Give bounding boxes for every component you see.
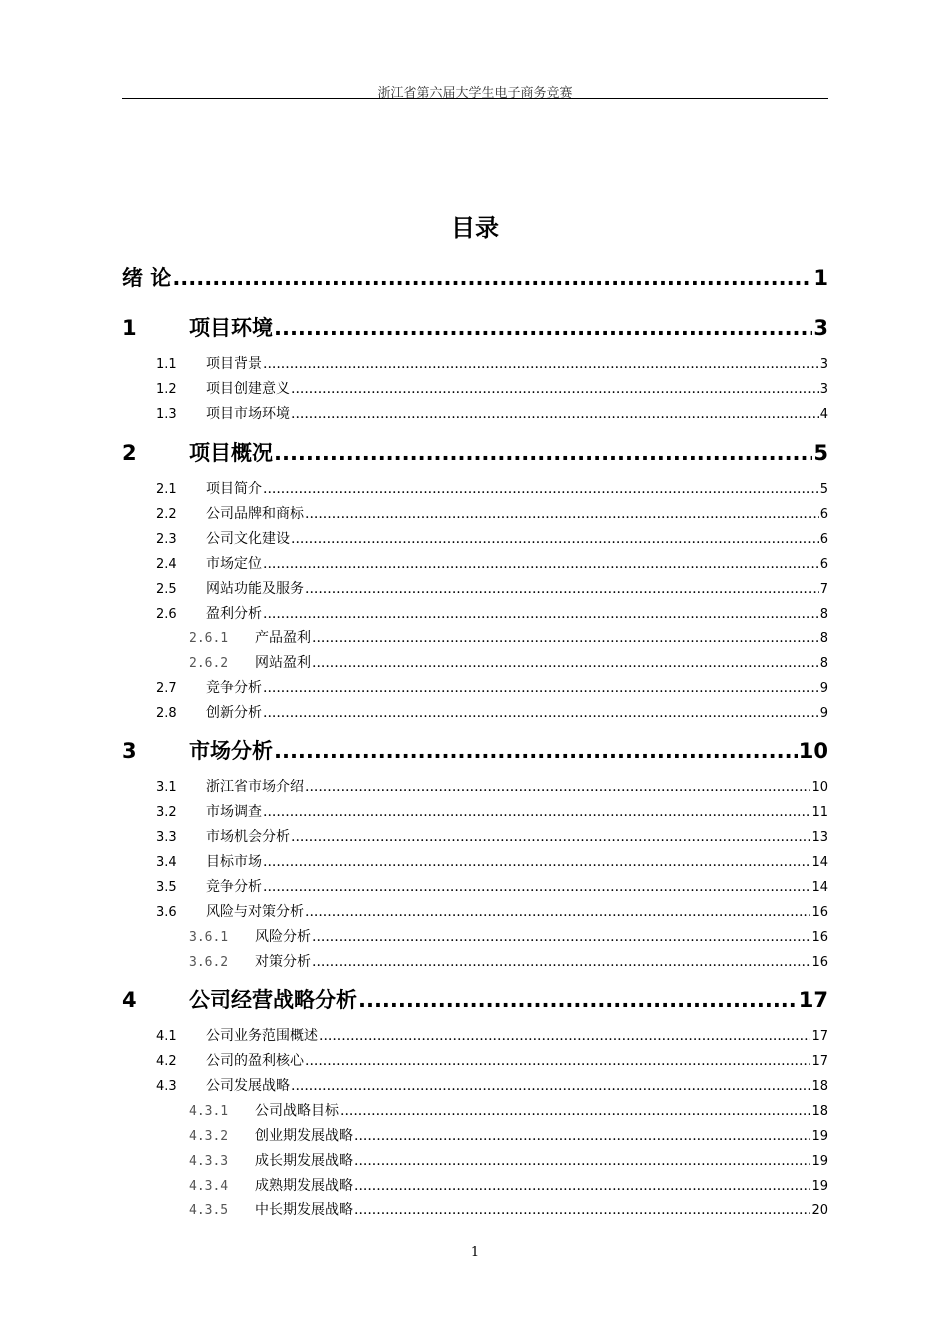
toc-entry-page: 16: [811, 955, 828, 970]
toc-entry-number: 2.5: [156, 582, 177, 597]
toc-entry-number: 3.5: [156, 880, 177, 895]
dot-leader: [305, 779, 810, 795]
dot-leader: [291, 829, 810, 845]
toc-entry-label: 风险分析: [255, 929, 311, 945]
toc-entry-page: 19: [811, 1154, 828, 1169]
toc-entry-number: 3: [122, 739, 137, 763]
toc-entry-number: 2.8: [156, 706, 177, 721]
toc-entry-page: 13: [811, 830, 828, 845]
dot-leader: [274, 739, 798, 763]
toc-entry-number: 4.3.1: [189, 1104, 229, 1119]
dot-leader: [263, 879, 810, 895]
toc-entry-label: 中长期发展战略: [255, 1202, 353, 1218]
toc-entry-page: 3: [819, 357, 828, 372]
toc-entry-page: 6: [819, 532, 828, 547]
dot-leader: [305, 506, 819, 522]
page-header: 浙江省第六届大学生电子商务竞赛: [377, 86, 573, 101]
toc-entry[interactable]: [122, 901, 828, 921]
toc-entry-page: 18: [811, 1079, 828, 1094]
toc-entry-label: 目标市场: [206, 854, 262, 870]
toc-entry-label: 浙江省市场介绍: [206, 779, 304, 795]
toc-entry[interactable]: [122, 951, 828, 971]
toc-entry-page: 16: [811, 930, 828, 945]
toc-entry[interactable]: [122, 403, 828, 423]
toc-entry-page: 5: [819, 482, 828, 497]
toc-entry-page: 20: [811, 1203, 828, 1218]
toc-entry[interactable]: [122, 1075, 828, 1095]
toc-entry-number: 1.3: [156, 407, 177, 422]
toc-entry[interactable]: [122, 503, 828, 523]
toc-entry-number: 3.6.1: [189, 930, 229, 945]
dot-leader: [263, 804, 810, 820]
toc-entry[interactable]: [122, 262, 828, 292]
dot-leader: [354, 1128, 810, 1144]
toc-entry[interactable]: [122, 1025, 828, 1045]
toc-entry-page: 7: [819, 582, 828, 597]
toc-entry-page: 11: [811, 805, 828, 820]
dot-leader: [354, 1153, 810, 1169]
toc-entry[interactable]: [122, 1175, 828, 1195]
toc-entry-page: 18: [811, 1104, 828, 1119]
toc-entry-label: 公司业务范围概述: [206, 1028, 318, 1044]
toc-entry-number: 2.6: [156, 607, 177, 622]
dot-leader: [358, 988, 798, 1012]
header-rule: [122, 98, 828, 99]
toc-entry-label: 项目环境: [189, 316, 273, 340]
toc-entry-label: 市场定位: [206, 556, 262, 572]
toc-entry-label: 公司品牌和商标: [206, 506, 304, 522]
toc-entry-number: 2: [122, 441, 137, 465]
dot-leader: [305, 1053, 810, 1069]
toc-entry-page: 1: [813, 266, 828, 290]
toc-entry-label: 风险与对策分析: [206, 904, 304, 920]
toc-entry-label: 竞争分析: [206, 879, 262, 895]
dot-leader: [305, 904, 810, 920]
toc-entry-page: 17: [798, 988, 828, 1012]
toc-entry-label: 绪 论: [122, 266, 172, 290]
toc-entry-label: 项目背景: [206, 356, 262, 372]
dot-leader: [263, 556, 819, 572]
dot-leader: [291, 1078, 810, 1094]
dot-leader: [263, 356, 819, 372]
toc-entry-label: 公司战略目标: [255, 1103, 339, 1119]
toc-entry-page: 10: [798, 739, 828, 763]
toc-entry-number: 2.6.2: [189, 656, 229, 671]
toc-entry-number: 2.4: [156, 557, 177, 572]
toc-entry[interactable]: [122, 1050, 828, 1070]
toc-entry-page: 8: [819, 631, 828, 646]
toc-entry-number: 3.6.2: [189, 955, 229, 970]
toc-entry-page: 16: [811, 905, 828, 920]
toc-entry-number: 4: [122, 988, 137, 1012]
toc-entry-page: 17: [811, 1029, 828, 1044]
toc-entry-label: 网站功能及服务: [206, 581, 304, 597]
toc-entry-number: 3.3: [156, 830, 177, 845]
toc-entry-label: 项目概况: [189, 441, 273, 465]
toc-entry-label: 公司的盈利核心: [206, 1053, 304, 1069]
toc-entry[interactable]: [122, 1125, 828, 1145]
dot-leader: [312, 929, 810, 945]
toc-entry-label: 成熟期发展战略: [255, 1178, 353, 1194]
toc-entry-label: 项目简介: [206, 481, 262, 497]
dot-leader: [274, 316, 812, 340]
toc-entry-page: 6: [819, 507, 828, 522]
dot-leader: [354, 1202, 810, 1218]
toc-entry[interactable]: [122, 478, 828, 498]
toc-entry[interactable]: [122, 578, 828, 598]
toc-entry[interactable]: [122, 353, 828, 373]
toc-entry-number: 4.3.5: [189, 1203, 229, 1218]
toc-entry[interactable]: [122, 876, 828, 896]
toc-entry-label: 成长期发展战略: [255, 1153, 353, 1169]
toc-entry[interactable]: [122, 984, 828, 1014]
toc-entry-label: 公司文化建设: [206, 531, 290, 547]
dot-leader: [354, 1178, 810, 1194]
toc-entry[interactable]: [122, 677, 828, 697]
toc-entry-number: 2.3: [156, 532, 177, 547]
toc-entry-number: 3.2: [156, 805, 177, 820]
toc-entry-number: 1.2: [156, 382, 177, 397]
toc-entry-number: 4.3: [156, 1079, 177, 1094]
toc-entry-label: 产品盈利: [255, 630, 311, 646]
toc-entry-number: 4.1: [156, 1029, 177, 1044]
toc-entry-page: 8: [819, 656, 828, 671]
toc-entry-label: 公司经营战略分析: [189, 988, 357, 1012]
toc-entry-page: 10: [811, 780, 828, 795]
dot-leader: [312, 630, 819, 646]
dot-leader: [312, 655, 819, 671]
toc-entry-page: 8: [819, 607, 828, 622]
toc-entry[interactable]: [122, 603, 828, 623]
toc-entry-page: 14: [811, 880, 828, 895]
toc-entry-label: 网站盈利: [255, 655, 311, 671]
toc-entry[interactable]: [122, 627, 828, 647]
toc-entry-page: 19: [811, 1129, 828, 1144]
dot-leader: [274, 441, 812, 465]
toc-entry-number: 4.3.4: [189, 1179, 229, 1194]
dot-leader: [263, 680, 819, 696]
toc-entry-label: 对策分析: [255, 954, 311, 970]
toc-entry[interactable]: [122, 735, 828, 765]
toc-entry-label: 市场分析: [189, 739, 273, 763]
toc-entry-number: 3.1: [156, 780, 177, 795]
toc-entry-number: 4.3.2: [189, 1129, 229, 1144]
toc-entry-number: 3.6: [156, 905, 177, 920]
toc-entry-page: 17: [811, 1054, 828, 1069]
toc-entry-label: 创新分析: [206, 705, 262, 721]
toc-entry-page: 19: [811, 1179, 828, 1194]
toc-entry[interactable]: [122, 378, 828, 398]
toc-entry[interactable]: [122, 437, 828, 467]
toc-entry[interactable]: [122, 528, 828, 548]
toc-entry[interactable]: [122, 826, 828, 846]
toc-entry[interactable]: [122, 1199, 828, 1219]
toc-entry[interactable]: [122, 1100, 828, 1120]
dot-leader: [263, 705, 819, 721]
page-number: 1: [470, 1245, 480, 1260]
toc-entry-label: 竞争分析: [206, 680, 262, 696]
toc-title: 目录: [451, 214, 499, 242]
toc-entry-page: 4: [819, 407, 828, 422]
toc-entry[interactable]: [122, 652, 828, 672]
toc-entry-label: 项目市场环境: [206, 406, 290, 422]
toc-entry[interactable]: [122, 1150, 828, 1170]
toc-entry-page: 9: [819, 706, 828, 721]
dot-leader: [319, 1028, 810, 1044]
dot-leader: [263, 481, 819, 497]
toc-entry[interactable]: [122, 926, 828, 946]
dot-leader: [291, 381, 819, 397]
dot-leader: [340, 1103, 810, 1119]
toc-entry[interactable]: [122, 553, 828, 573]
toc-entry-label: 公司发展战略: [206, 1078, 290, 1094]
toc-entry-label: 盈利分析: [206, 606, 262, 622]
toc-entry[interactable]: [122, 702, 828, 722]
toc-entry-page: 3: [813, 316, 828, 340]
toc-entry-label: 市场调查: [206, 804, 262, 820]
toc-entry[interactable]: [122, 776, 828, 796]
toc-entry-page: 9: [819, 681, 828, 696]
toc-entry-label: 市场机会分析: [206, 829, 290, 845]
toc-entry-number: 3.4: [156, 855, 177, 870]
toc-entry-label: 项目创建意义: [206, 381, 290, 397]
toc-entry-number: 4.2: [156, 1054, 177, 1069]
toc-entry-page: 3: [819, 382, 828, 397]
toc-entry-page: 6: [819, 557, 828, 572]
toc-entry[interactable]: [122, 312, 828, 342]
toc-entry-number: 2.6.1: [189, 631, 229, 646]
toc-entry-number: 2.1: [156, 482, 177, 497]
dot-leader: [263, 854, 810, 870]
dot-leader: [312, 954, 810, 970]
dot-leader: [263, 606, 819, 622]
toc-entry-number: 1: [122, 316, 137, 340]
toc-entry-page: 14: [811, 855, 828, 870]
toc-entry-number: 1.1: [156, 357, 177, 372]
toc-entry-label: 创业期发展战略: [255, 1128, 353, 1144]
toc-entry[interactable]: [122, 801, 828, 821]
dot-leader: [291, 531, 819, 547]
toc-entry[interactable]: [122, 851, 828, 871]
toc-entry-number: 2.7: [156, 681, 177, 696]
toc-entry-number: 4.3.3: [189, 1154, 229, 1169]
dot-leader: [172, 266, 812, 290]
toc-entry-number: 2.2: [156, 507, 177, 522]
dot-leader: [291, 406, 819, 422]
toc-entry-page: 5: [813, 441, 828, 465]
dot-leader: [305, 581, 819, 597]
